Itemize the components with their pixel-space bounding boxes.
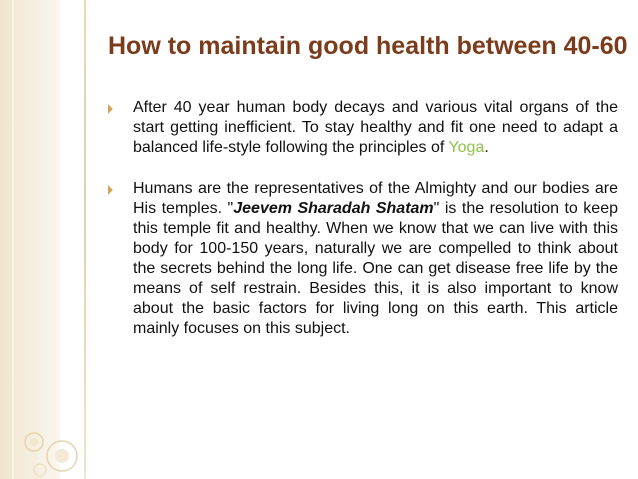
bullet-text bbox=[133, 179, 618, 339]
bullet-text-start: After 40 year human body decays and various vital organs of the start getting inefficient. To stay healthy and fit one need to adapt a balanced life-style following the principles of bbox=[133, 99, 618, 156]
yoga-link[interactable]: Yoga bbox=[448, 139, 485, 156]
bullet-text-start: Humans are the representatives of the Almighty and our bodies are His temples. " bbox=[133, 180, 618, 217]
triangle-bullet-icon bbox=[103, 104, 113, 114]
bullet-text-end: . bbox=[484, 139, 489, 156]
triangle-bullet-icon bbox=[103, 185, 113, 195]
bullet-text bbox=[133, 98, 618, 158]
bullet-list bbox=[104, 98, 618, 360]
left-decorative-strip bbox=[0, 0, 60, 479]
slide-title: How to maintain good health between 40-60 bbox=[108, 32, 628, 60]
bullet-item-1 bbox=[104, 98, 618, 158]
emphasized-phrase: Jeevem Sharadah Shatam bbox=[233, 200, 434, 217]
bullet-text-end: " is the resolution to keep this temple fit and healthy. When we know that we can live with this body for 100-150 years, naturally we are compelled to think about the secrets behind the long life. One can get disease free life by the means of self restrain. Besides this, it is also important to know about the basic factors for living long on this earth. This article mainly focuses on this subject. bbox=[133, 200, 619, 337]
vertical-divider-line bbox=[84, 0, 86, 479]
circles-decoration-icon bbox=[20, 430, 90, 479]
bullet-item-2 bbox=[104, 179, 618, 339]
